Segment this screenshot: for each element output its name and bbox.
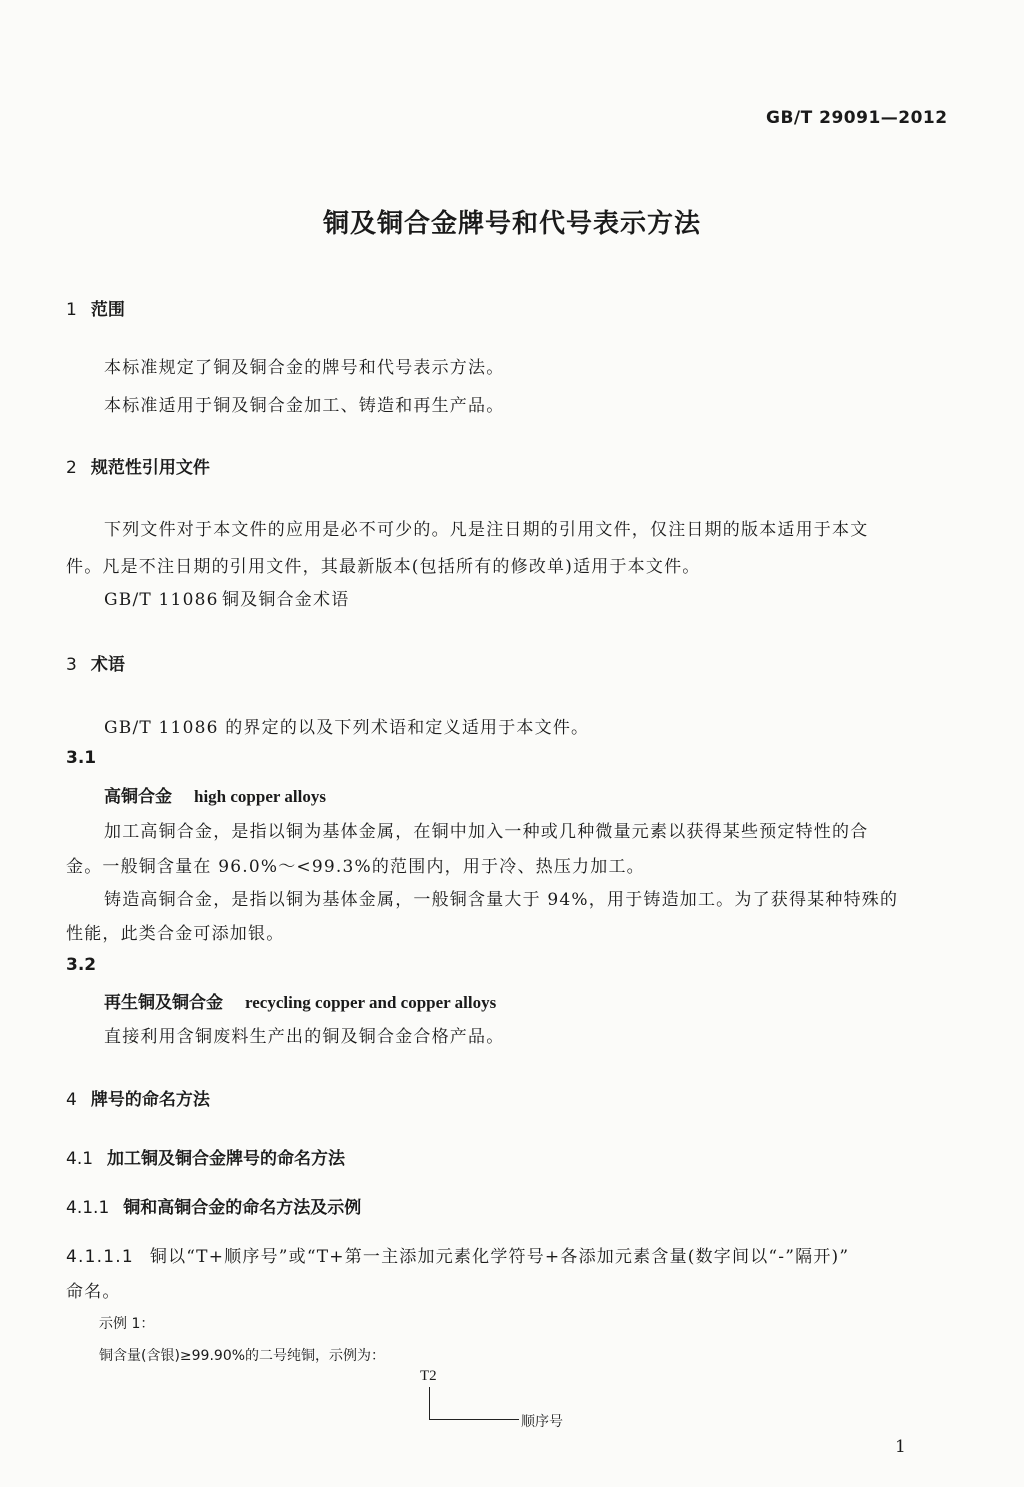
diagram-vertical-line — [429, 1387, 430, 1419]
section-title: 术语 — [90, 655, 125, 675]
subsection-heading — [66, 1144, 345, 1169]
paragraph: 下列文件对于本文件的应用是必不可少的。凡是注日期的引用文件，仅注日期的版本适用于本文 — [104, 520, 869, 540]
paragraph: 本标准适用于铜及铜合金加工、铸造和再生产品。 — [104, 396, 505, 416]
section-title: 规范性引用文件 — [90, 458, 210, 478]
clause-number: 4.1.1.1 — [66, 1247, 134, 1267]
section-title: 加工铜及铜合金牌号的命名方法 — [107, 1149, 346, 1169]
term-zh: 高铜合金 — [104, 787, 172, 807]
term-heading — [104, 782, 326, 807]
subsection-heading — [66, 1193, 361, 1218]
section-4-heading — [66, 1085, 210, 1110]
term-en: high copper alloys — [194, 787, 326, 806]
paragraph: 件。凡是不注日期的引用文件，其最新版本(包括所有的修改单)适用于本文件。 — [66, 557, 701, 577]
term-en: recycling copper and copper alloys — [245, 993, 497, 1012]
paragraph: 加工高铜合金，是指以铜为基体金属，在铜中加入一种或几种微量元素以获得某些预定特性的合 — [104, 822, 869, 842]
paragraph: 性能，此类合金可添加银。 — [66, 924, 285, 944]
section-3-heading — [66, 650, 125, 675]
example-text: 铜含量(含银)≥99.90%的二号纯铜，示例为： — [99, 1348, 386, 1364]
section-number: 4 — [66, 1090, 77, 1110]
section-number: 1 — [66, 300, 77, 320]
clause-4-1-1-1 — [66, 1242, 849, 1267]
grade-code: T2 — [420, 1368, 437, 1384]
document-title: 铜及铜合金牌号和代号表示方法 — [322, 209, 701, 239]
paragraph: 直接利用含铜废料生产出的铜及铜合金合格产品。 — [104, 1027, 505, 1047]
section-title: 范围 — [90, 300, 125, 320]
term-number: 3.2 — [66, 955, 97, 975]
section-number: 3 — [66, 655, 77, 675]
section-2-heading — [66, 453, 210, 478]
term-heading — [104, 988, 496, 1013]
section-1-heading — [66, 295, 125, 320]
example-label: 示例 1： — [99, 1316, 155, 1332]
section-number: 4.1.1 — [66, 1198, 110, 1218]
standard-code: GB/T 29091—2012 — [766, 108, 948, 128]
section-number: 2 — [66, 458, 77, 478]
term-zh: 再生铜及铜合金 — [104, 993, 223, 1013]
normative-reference — [104, 585, 349, 610]
paragraph: 命名。 — [66, 1282, 121, 1302]
grade-diagram — [420, 1368, 620, 1438]
section-title: 牌号的命名方法 — [90, 1090, 210, 1110]
paragraph: 本标准规定了铜及铜合金的牌号和代号表示方法。 — [104, 358, 505, 378]
paragraph: 金。一般铜含量在 96.0%～<99.3%的范围内，用于冷、热压力加工。 — [66, 857, 645, 877]
paragraph: 铸造高铜合金，是指以铜为基体金属，一般铜含量大于 94%，用于铸造加工。为了获得某种特殊的 — [104, 890, 899, 910]
callout-label: 顺序号 — [521, 1414, 563, 1430]
diagram-horizontal-line — [429, 1419, 519, 1420]
section-title: 铜和高铜合金的命名方法及示例 — [123, 1198, 362, 1218]
section-number: 4.1 — [66, 1149, 94, 1169]
page-number: 1 — [895, 1437, 906, 1457]
reference-title: 铜及铜合金术语 — [222, 590, 350, 610]
paragraph: GB/T 11086 的界定的以及下列术语和定义适用于本文件。 — [104, 718, 590, 738]
clause-text: 铜以“T+顺序号”或“T+第一主添加元素化学符号+各添加元素含量(数字间以“-”隔开)” — [149, 1247, 850, 1267]
reference-code: GB/T 11086 — [104, 590, 219, 610]
term-number: 3.1 — [66, 748, 97, 768]
